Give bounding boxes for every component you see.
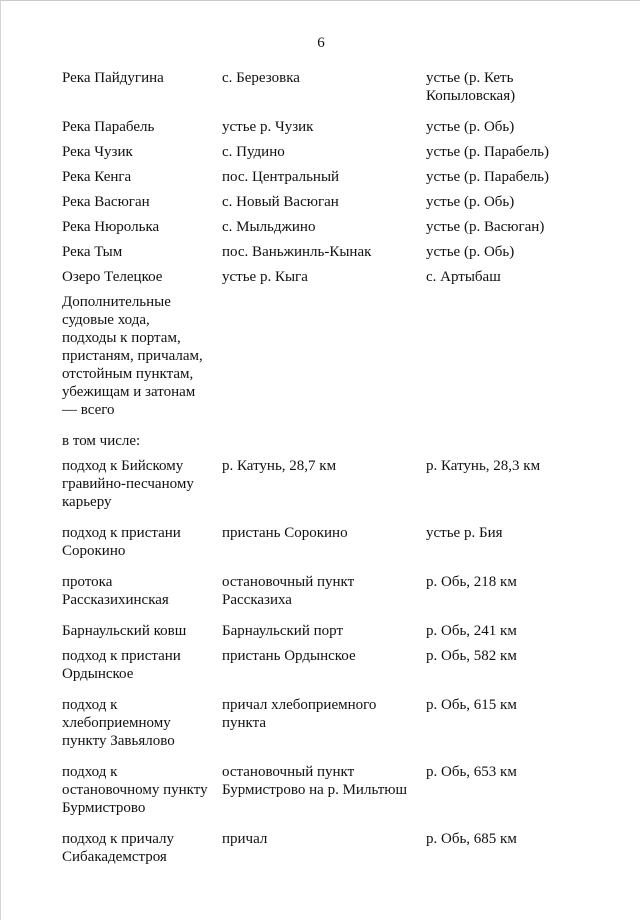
table-row — [62, 69, 562, 105]
waterway-name-cell: Река Кенга — [62, 169, 132, 185]
table-row — [62, 696, 562, 750]
start-point-cell: с. Новый Васюган — [222, 194, 339, 210]
waterway-name-cell: подход к пристани Ордынское — [62, 648, 181, 682]
waterway-name-cell: Озеро Телецкое — [62, 269, 163, 285]
waterway-name-cell: Река Нюролька — [62, 219, 160, 235]
start-point-cell: пос. Ваньжинль-Кынак — [222, 244, 372, 260]
start-point-cell: устье р. Кыга — [222, 269, 308, 285]
end-point-cell: р. Обь, 615 км — [426, 697, 517, 713]
start-point-cell: пристань Ордынское — [222, 648, 356, 664]
table-row — [62, 193, 562, 211]
page-number: 6 — [317, 35, 325, 51]
waterway-name-cell: подход к Бийскому гравийно-песчаному карьеру — [62, 458, 194, 510]
start-point-cell: пос. Центральный — [222, 169, 340, 185]
waterway-name-cell: Дополнительные судовые хода, подходы к портам, пристаням, причалам, отстойным пунктам, убежищам и затонам — всего — [62, 294, 203, 418]
waterway-name-cell: подход к остановочному пункту Бурмистрово — [62, 764, 208, 816]
waterways-table — [62, 69, 562, 873]
start-point-cell: устье р. Чузик — [222, 119, 314, 135]
table-row — [62, 830, 562, 866]
end-point-cell: устье (р. Парабель) — [426, 144, 550, 160]
waterway-name-cell: подход к пристани Сорокино — [62, 525, 181, 559]
end-point-cell: р. Катунь, 28,3 км — [426, 458, 541, 474]
table-row — [62, 457, 562, 511]
end-point-cell: р. Обь, 685 км — [426, 831, 517, 847]
waterway-name-cell: протока Рассказихинская — [62, 574, 169, 608]
table-row — [62, 647, 562, 683]
start-point-cell: Барнаульский порт — [222, 623, 343, 639]
start-point-cell: с. Березовка — [222, 70, 300, 86]
start-point-cell: остановочный пункт Бурмистрово на р. Мильтюш — [222, 764, 408, 798]
table-row — [62, 118, 562, 136]
start-point-cell: с. Мыльджино — [222, 219, 316, 235]
waterway-name-cell: Река Васюган — [62, 194, 150, 210]
table-row — [62, 524, 562, 560]
waterway-name-cell: подход к причалу Сибакадемстроя — [62, 831, 175, 865]
waterway-name-cell: Река Пайдугина — [62, 70, 164, 86]
waterway-name-cell: Река Парабель — [62, 119, 155, 135]
waterway-name-cell: Река Чузик — [62, 144, 133, 160]
waterway-name-cell: Барнаульский ковш — [62, 623, 187, 639]
end-point-cell: с. Артыбаш — [426, 269, 501, 285]
end-point-cell: устье (р. Обь) — [426, 119, 515, 135]
table-row — [62, 168, 562, 186]
start-point-cell: пристань Сорокино — [222, 525, 348, 541]
waterway-name-cell: в том числе: — [62, 433, 141, 449]
end-point-cell: устье (р. Обь) — [426, 194, 515, 210]
start-point-cell: с. Пудино — [222, 144, 285, 160]
waterway-name-cell: подход к хлебоприемному пункту Завьялово — [62, 697, 175, 749]
end-point-cell: устье (р. Кеть Копыловская) — [426, 70, 516, 104]
end-point-cell: устье р. Бия — [426, 525, 503, 541]
end-point-cell: р. Обь, 653 км — [426, 764, 517, 780]
start-point-cell: причал хлебоприемного пункта — [222, 697, 377, 731]
end-point-cell: устье (р. Парабель) — [426, 169, 550, 185]
start-point-cell: причал — [222, 831, 268, 847]
end-point-cell: р. Обь, 218 км — [426, 574, 517, 590]
start-point-cell: остановочный пункт Рассказиха — [222, 574, 355, 608]
table-row — [62, 268, 562, 286]
table-row — [62, 622, 562, 640]
table-row — [62, 143, 562, 161]
table-row — [62, 293, 562, 419]
end-point-cell: р. Обь, 582 км — [426, 648, 517, 664]
table-row — [62, 763, 562, 817]
start-point-cell: р. Катунь, 28,7 км — [222, 458, 337, 474]
waterway-name-cell: Река Тым — [62, 244, 123, 260]
end-point-cell: р. Обь, 241 км — [426, 623, 517, 639]
end-point-cell: устье (р. Васюган) — [426, 219, 545, 235]
end-point-cell: устье (р. Обь) — [426, 244, 515, 260]
table-row — [62, 218, 562, 236]
table-row — [62, 432, 562, 450]
table-row — [62, 573, 562, 609]
table-row — [62, 243, 562, 261]
